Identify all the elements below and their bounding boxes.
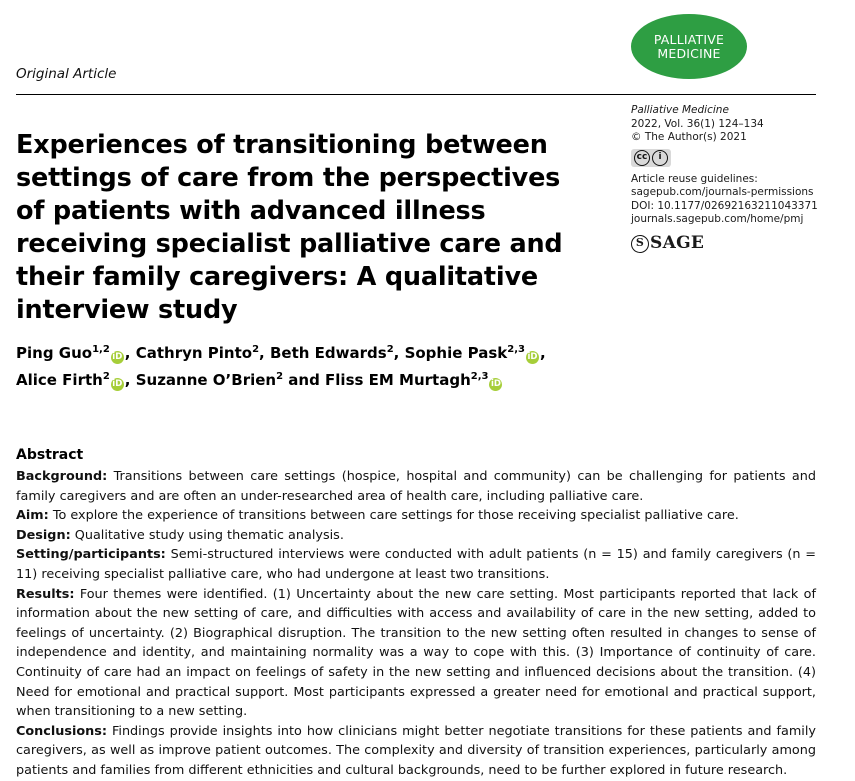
sage-wordmark: SAGE: [650, 232, 705, 253]
meta-reuse-url[interactable]: sagepub.com/journals-permissions: [631, 186, 814, 198]
abstract-section-conclusions: [16, 722, 816, 781]
orcid-icon[interactable]: iD: [527, 352, 538, 362]
abstract-label-setting: Setting/participants:: [16, 547, 166, 563]
author-line-1: Ping Guo$^{1,2}$iD , Cathryn Pinto$^2$, Beth Edwards$^2$, Sophie Pask$^{2,3}$iD ,: [16, 344, 546, 362]
abstract-section-setting: [16, 545, 816, 584]
meta-journal-name: Palliative Medicine: [631, 104, 729, 116]
abstract-text-design: Qualitative study using thematic analysis.: [70, 527, 344, 543]
meta-copyright: © The Author(s) 2021: [631, 131, 747, 143]
page-title: Experiences of transitioning between settings of care from the perspectives of patients with advanced illness receiving specialist palliative care and their family caregivers: A qualitative interview study: [16, 130, 563, 326]
author-affil-suzanne-obrien: 2: [276, 371, 284, 382]
abstract-body: [16, 467, 816, 781]
journal-logo-ellipse: [631, 14, 747, 79]
sage-logo: [631, 232, 831, 253]
sage-mark-icon: S: [631, 235, 649, 253]
meta-doi[interactable]: DOI: 10.1177/02692163211043371: [631, 199, 818, 212]
journal-logo-line1: PALLIATIVE: [653, 31, 725, 47]
header-divider: [16, 94, 816, 95]
abstract-label-aim: Aim:: [16, 508, 49, 524]
meta-home-url[interactable]: journals.sagepub.com/home/pmj: [631, 213, 804, 225]
author-beth-edwards: Beth Edwards$^2$: [269, 344, 394, 362]
abstract-label-conclusions: Conclusions:: [16, 723, 108, 739]
author-affil-cathryn-pinto: 2: [252, 344, 260, 355]
author-suzanne-obrien: Suzanne O’Brien$^2$: [135, 371, 284, 389]
cc-by-icon: i: [652, 150, 668, 166]
abstract-section-aim: [16, 506, 816, 526]
abstract-section-design: [16, 526, 816, 546]
author-alice-firth: Alice Firth$^2$: [16, 371, 110, 389]
abstract-label-background: Background:: [16, 469, 108, 484]
author-line-2: Alice Firth$^2$iD , Suzanne O’Brien$^2$ and Fliss EM Murtagh$^{2,3}$iD: [16, 371, 501, 389]
abstract-section-results: [16, 585, 816, 722]
article-metadata: [631, 104, 831, 253]
creative-commons-icon: [631, 149, 671, 167]
article-type-label: Original Article: [16, 66, 117, 82]
author-ping-guo: Ping Guo$^{1,2}$: [16, 344, 110, 362]
meta-issue: 2022, Vol. 36(1) 124–134: [631, 117, 764, 130]
author-affil-sophie-pask: 2,3: [507, 344, 525, 355]
abstract-label-results: Results:: [16, 586, 75, 602]
author-list: [16, 338, 616, 392]
abstract-text-aim: To explore the experience of transitions between care settings for those receiving specialist palliative care.: [48, 508, 739, 524]
author-sophie-pask: Sophie Pask$^{2,3}$: [404, 344, 525, 362]
abstract-text-results: Four themes were identified. (1) Uncertainty about the new care setting. Most participants reported that lack of information about the new setting of care, and difficulties with access and availability of care in the new setting, added to feelings of uncertainty. (2) Biographical disruption. The transition to the new setting often resulted in changes to sense of independence and identity, and maintaining normality was a way to cope with this. (3) Importance of continuity of care. Continuity of care had an impact on feelings of safety in the new setting and influenced decisions about the transition. (4) Need for emotional and practical support. Most participants expressed a greater need for emotional and practical support, when transitioning to a new setting.: [16, 586, 816, 720]
orcid-icon[interactable]: iD: [112, 352, 123, 362]
author-affil-fliss-em-murtagh: 2,3: [470, 371, 489, 382]
author-fliss-em-murtagh: Fliss EM Murtagh$^{2,3}$: [325, 371, 489, 389]
abstract-section-background: [16, 467, 816, 506]
abstract-heading: Abstract: [16, 447, 84, 463]
abstract-label-design: Design:: [16, 527, 71, 543]
journal-logo: [631, 14, 747, 79]
journal-logo-line2: MEDICINE: [657, 45, 721, 61]
author-affil-ping-guo: 1,2: [92, 344, 110, 355]
author-cathryn-pinto: Cathryn Pinto$^2$: [135, 344, 260, 362]
cc-mark-icon: cc: [634, 150, 650, 166]
abstract-text-background: Transitions between care settings (hospice, hospital and community) can be challenging for patients and family caregivers and are often an under-researched area of health care, including palliative care.: [16, 469, 816, 504]
abstract-text-conclusions: Findings provide insights into how clinicians might better negotiate transitions for these patients and family caregivers, as well as improve patient outcomes. The complexity and diversity of transition experiences, particularly among patients and families from different ethnicities and cultural backgrounds, need to be further explored in future research.: [16, 723, 816, 778]
orcid-icon[interactable]: iD: [112, 379, 123, 389]
author-affil-beth-edwards: 2: [386, 344, 394, 355]
abstract-text-setting: Semi-structured interviews were conducted with adult patients (n = 15) and family caregivers (n = 11) receiving specialist palliative care, who had undergone at least two transitions.: [16, 547, 816, 582]
meta-reuse-label: Article reuse guidelines:: [631, 172, 758, 185]
orcid-icon[interactable]: iD: [490, 379, 501, 389]
author-affil-alice-firth: 2: [102, 371, 110, 382]
